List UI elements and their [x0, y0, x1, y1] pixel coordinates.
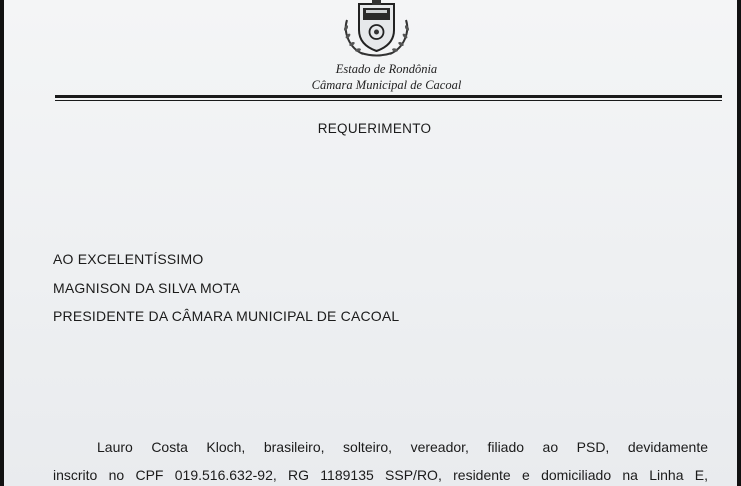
- header-divider-thin: [55, 100, 722, 101]
- header-divider-thick: [55, 95, 722, 98]
- coat-of-arms-emblem: [339, 0, 414, 58]
- addressee-line-3: PRESIDENTE DA CÂMARA MUNICIPAL DE CACOAL: [53, 308, 400, 324]
- body-paragraph-line-2: inscrito no CPF 019.516.632-92, RG 1189135 SSP/RO, residente e domiciliado na Linha E,: [53, 467, 708, 483]
- addressee-line-1: AO EXCELENTÍSSIMO: [53, 251, 204, 267]
- header-chamber: Câmara Municipal de Cacoal: [311, 78, 462, 92]
- document-title: REQUERIMENTO: [317, 121, 432, 136]
- body-paragraph-line-1: Lauro Costa Kloch, brasileiro, solteiro, vereador, filiado ao PSD, devidamente: [97, 439, 708, 455]
- addressee-line-2: MAGNISON DA SILVA MOTA: [53, 280, 241, 296]
- header-state: Estado de Rondônia: [335, 62, 438, 76]
